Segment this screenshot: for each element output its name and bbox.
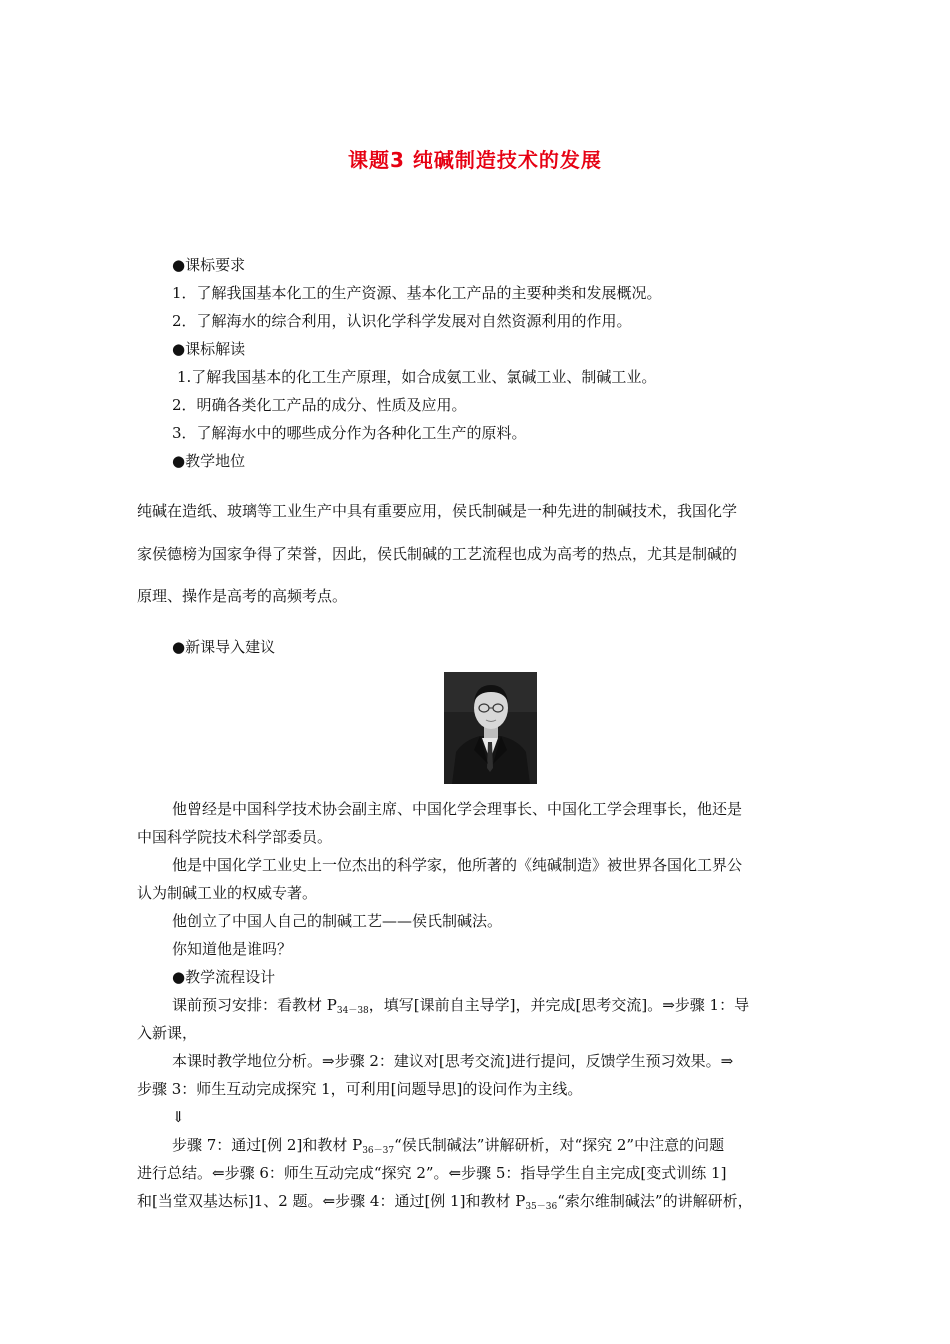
flow-line-7 bbox=[137, 1191, 753, 1217]
interpret-item-3: 3．了解海水中的哪些成分作为各种化工生产的原料。 bbox=[172, 424, 527, 442]
flow-line-5-text-a: 步骤 7：通过[例 2]和教材 P bbox=[172, 1136, 363, 1154]
page-title: 课题3 纯碱制造技术的发展 bbox=[348, 148, 602, 172]
intro-paragraph-3: 他创立了中国人自己的制碱工艺——侯氏制碱法。 bbox=[172, 912, 503, 930]
page-range-subscript: 34－38 bbox=[336, 1006, 369, 1016]
page-range-subscript: 35－36 bbox=[525, 1202, 558, 1212]
flow-line-2: 入新课， bbox=[137, 1024, 198, 1042]
flow-line-1-text-b: ，填写[课前自主导学]，并完成[思考交流]。⇒步骤 1：导 bbox=[368, 996, 750, 1014]
intro-question: 你知道他是谁吗？ bbox=[172, 940, 293, 958]
status-paragraph-line-3: 原理、操作是高考的高频考点。 bbox=[137, 587, 348, 605]
intro-paragraph-1-line-1: 他曾经是中国科学技术协会副主席、中国化学会理事长、中国化工学会理事长，他还是 bbox=[172, 800, 743, 818]
flow-line-4: 步骤 3：师生互动完成探究 1，可利用[问题导思]的设问作为主线。 bbox=[137, 1080, 583, 1098]
portrait-image bbox=[444, 672, 537, 784]
section-heading-status: ●教学地位 bbox=[172, 452, 246, 470]
flow-line-5-text-b: “侯氏制碱法”讲解研析，对“探究 2”中注意的问题 bbox=[394, 1136, 725, 1154]
page-range-subscript: 36－37 bbox=[362, 1146, 395, 1156]
section-heading-standards: ●课标要求 bbox=[172, 256, 246, 274]
portrait-photo bbox=[444, 672, 537, 784]
down-arrow: ⇓ bbox=[172, 1108, 185, 1126]
status-paragraph-line-1: 纯碱在造纸、玻璃等工业生产中具有重要应用，侯氏制碱是一种先进的制碱技术，我国化学 bbox=[137, 502, 738, 520]
intro-paragraph-1-line-2: 中国科学院技术科学部委员。 bbox=[137, 828, 333, 846]
standards-item-2: 2．了解海水的综合利用，认识化学科学发展对自然资源利用的作用。 bbox=[172, 312, 632, 330]
flow-line-7-text-b: “索尔维制碱法”的讲解研析， bbox=[557, 1192, 753, 1210]
flow-line-6: 进行总结。⇐步骤 6：师生互动完成“探究 2”。⇐步骤 5：指导学生自主完成[变式训练 1] bbox=[137, 1164, 727, 1182]
interpret-item-1: 1.了解我国基本的化工生产原理，如合成氨工业、氯碱工业、制碱工业。 bbox=[177, 368, 657, 386]
flow-line-3: 本课时教学地位分析。⇒步骤 2：建议对[思考交流]进行提问，反馈学生预习效果。⇒ bbox=[172, 1052, 734, 1070]
intro-paragraph-2-line-1: 他是中国化学工业史上一位杰出的科学家，他所著的《纯碱制造》被世界各国化工界公 bbox=[172, 856, 743, 874]
section-heading-interpret: ●课标解读 bbox=[172, 340, 246, 358]
intro-paragraph-2-line-2: 认为制碱工业的权威专著。 bbox=[137, 884, 318, 902]
standards-item-1: 1．了解我国基本化工的生产资源、基本化工产品的主要种类和发展概况。 bbox=[172, 284, 662, 302]
section-heading-intro: ●新课导入建议 bbox=[172, 638, 276, 656]
flow-line-1-text-a: 课前预习安排：看教材 P bbox=[172, 996, 337, 1014]
flow-line-7-text-a: 和[当堂双基达标]1、2 题。⇐步骤 4：通过[例 1]和教材 P bbox=[137, 1192, 526, 1210]
section-heading-flow: ●教学流程设计 bbox=[172, 968, 276, 986]
flow-line-1 bbox=[172, 995, 749, 1021]
flow-line-5 bbox=[172, 1135, 724, 1161]
status-paragraph-line-2: 家侯德榜为国家争得了荣誉，因此，侯氏制碱的工艺流程也成为高考的热点，尤其是制碱的 bbox=[137, 545, 738, 563]
interpret-item-2: 2．明确各类化工产品的成分、性质及应用。 bbox=[172, 396, 467, 414]
